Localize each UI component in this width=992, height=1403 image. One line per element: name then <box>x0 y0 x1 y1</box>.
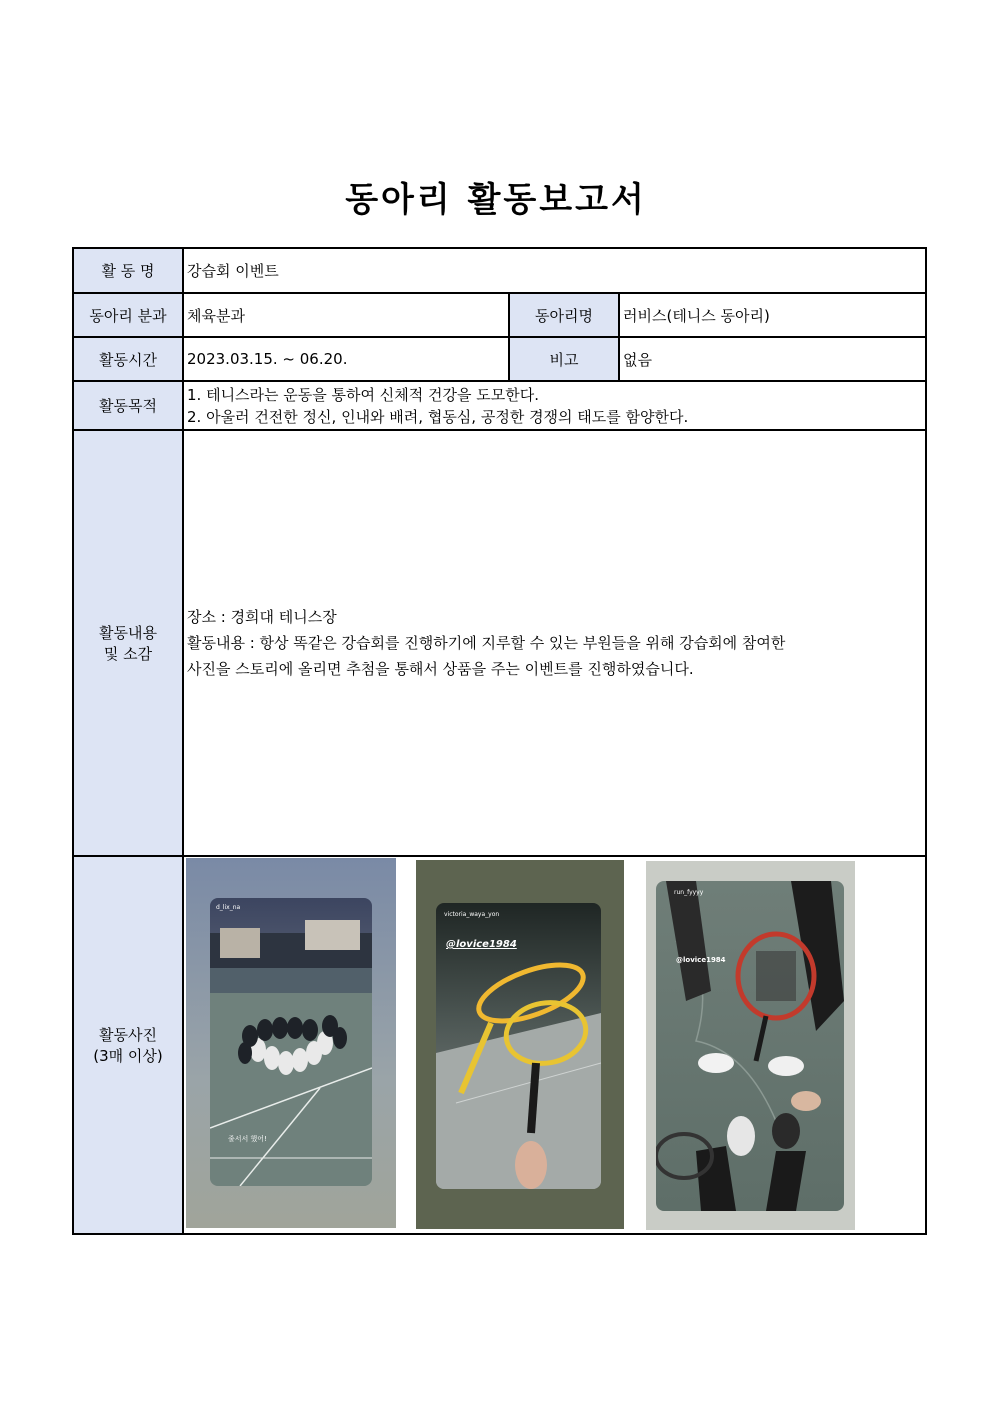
period-label: 활동시간 <box>73 337 183 381</box>
purpose-value <box>183 381 926 430</box>
photos-label-line-1: 활동사진 <box>99 1026 157 1044</box>
photos-label <box>73 856 183 1234</box>
period-value: 2023.03.15. ~ 06.20. <box>183 337 509 381</box>
report-table <box>72 247 927 1235</box>
note-value: 없음 <box>619 337 926 381</box>
photos-cell <box>183 856 926 1234</box>
purpose-line-2: 2. 아울러 건전한 정신, 인내와 배려, 협동심, 공정한 경쟁의 태도를 함양한다. <box>187 407 689 426</box>
activity-photo-2 <box>416 860 624 1229</box>
content-line-1: 장소 : 경희대 테니스장 <box>187 608 337 626</box>
content-line-3: 사진을 스토리에 올리면 추첨을 통해서 상품을 주는 이벤트를 진행하였습니다. <box>187 660 694 678</box>
content-label-line-1: 활동내용 <box>99 624 157 642</box>
club-name-label: 동아리명 <box>509 293 619 337</box>
activity-photo-3 <box>646 861 855 1230</box>
page-title: 동아리 활동보고서 <box>345 180 647 220</box>
story-username: d_lix_na <box>216 904 241 911</box>
activity-name-value: 강습회 이벤트 <box>183 248 926 293</box>
photos-label-line-2: (3매 이상) <box>93 1047 163 1065</box>
division-label: 동아리 분과 <box>73 293 183 337</box>
note-label: 비고 <box>509 337 619 381</box>
story-mention: @lovice1984 <box>676 956 726 964</box>
purpose-label: 활동목적 <box>73 381 183 430</box>
content-label <box>73 430 183 856</box>
content-value <box>183 430 926 856</box>
story-mention: @lovice1984 <box>446 939 517 950</box>
content-label-line-2: 및 소감 <box>103 645 153 663</box>
story-username: run_fyyyy <box>674 889 704 896</box>
activity-name-label: 활 동 명 <box>73 248 183 293</box>
purpose-line-1: 1. 테니스라는 운동을 통하여 신체적 건강을 도모한다. <box>187 385 539 404</box>
activity-photo-1 <box>186 858 396 1228</box>
story-caption: 줄서서 했어! <box>228 1135 267 1143</box>
club-name-value: 러비스(테니스 동아리) <box>619 293 926 337</box>
story-username: victoria_waya_yon <box>444 911 500 918</box>
content-line-2: 활동내용 : 항상 똑같은 강습회를 진행하기에 지루할 수 있는 부원들을 위해 강습회에 참여한 <box>187 634 786 652</box>
division-value: 체육분과 <box>183 293 509 337</box>
shoes-scene <box>656 881 844 1211</box>
